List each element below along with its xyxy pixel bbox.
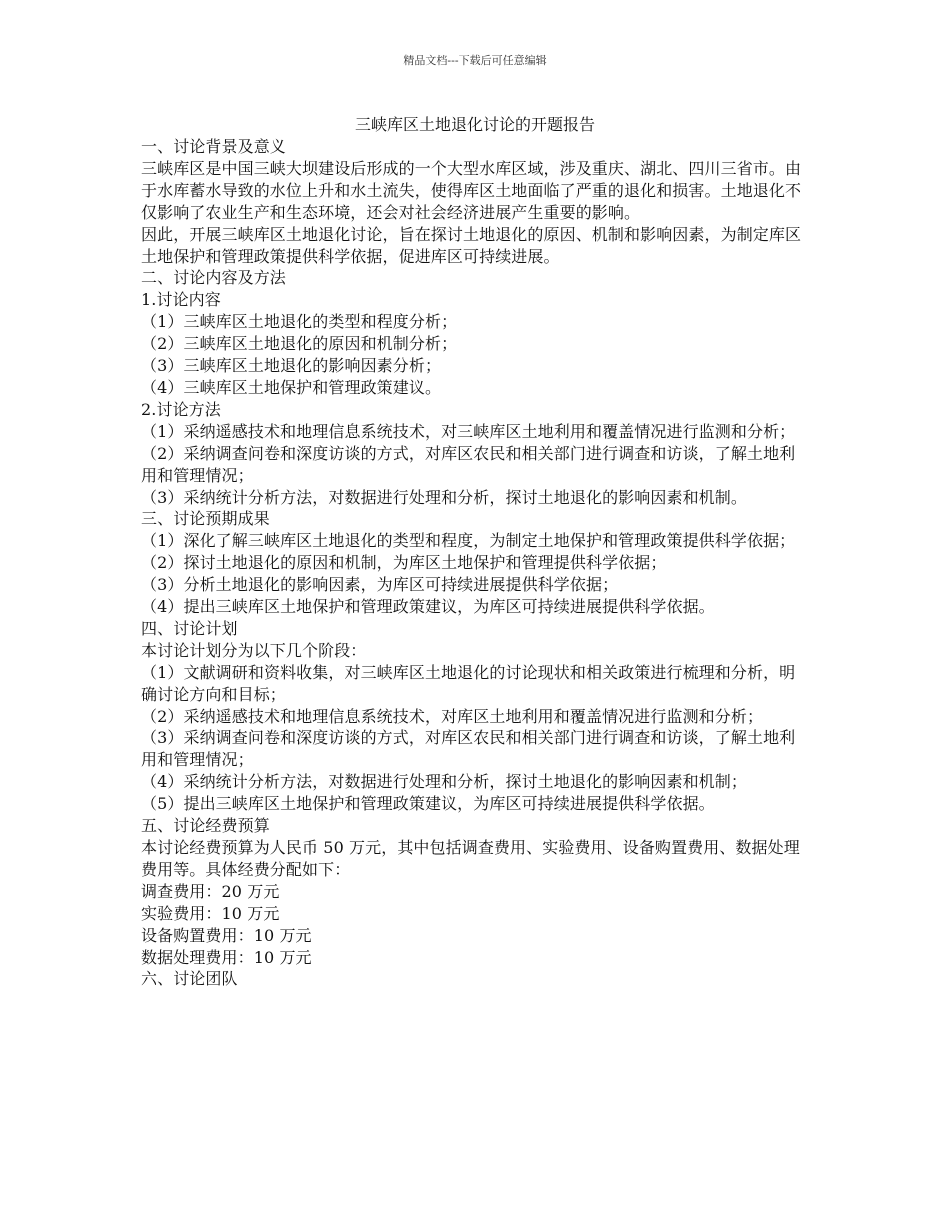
list-item-result-3: （3）分析土地退化的影响因素，为库区可持续进展提供科学依据； xyxy=(141,575,619,595)
section-heading-background: 一、讨论背景及意义 xyxy=(141,137,286,156)
document-title: 三峡库区土地退化讨论的开题报告 xyxy=(354,115,595,134)
section-heading-plan: 四、讨论计划 xyxy=(141,618,238,638)
list-item-method-1: （1）采纳遥感技术和地理信息系统技术，对三峡库区土地利用和覆盖情况进行监测和分析； xyxy=(141,421,796,441)
budget-line-equipment: 设备购置费用：10 万元 xyxy=(141,925,312,945)
list-item-content-4: （4）三峡库区土地保护和管理政策建议。 xyxy=(141,377,442,397)
list-item-plan-3: （3）采纳调查问卷和深度访谈的方式，对库区农民和相关部门进行调查和访谈，了解土地利用和管理情况； xyxy=(141,728,796,770)
section-heading-expected-results: 三、讨论预期成果 xyxy=(141,509,270,529)
budget-line-data-processing: 数据处理费用：10 万元 xyxy=(141,947,312,967)
paragraph-plan-intro: 本讨论计划分为以下几个阶段： xyxy=(141,640,367,660)
paragraph-background: 三峡库区是中国三峡大坝建设后形成的一个大型水库区域，涉及重庆、湖北、四川三省市。由于水库蓄水导致的水位上升和水土流失，使得库区土地面临了严重的退化和损害。土地退化不仅影响了农业生产和生态环境，还会对社会经济进展产生重要的影响。 xyxy=(141,158,802,222)
list-item-method-2: （2）采纳调查问卷和深度访谈的方式，对库区农民和相关部门进行调查和访谈，了解土地利用和管理情况； xyxy=(141,443,796,485)
list-item-content-1: （1）三峡库区土地退化的类型和程度分析； xyxy=(141,312,458,332)
budget-line-experiment: 实验费用：10 万元 xyxy=(141,903,280,923)
list-item-plan-5: （5）提出三峡库区土地保护和管理政策建议，为库区可持续进展提供科学依据。 xyxy=(141,794,715,814)
list-item-result-4: （4）提出三峡库区土地保护和管理政策建议，为库区可持续进展提供科学依据。 xyxy=(141,597,715,617)
list-item-plan-4: （4）采纳统计分析方法，对数据进行处理和分析，探讨土地退化的影响因素和机制； xyxy=(141,772,747,792)
list-item-plan-1: （1）文献调研和资料收集，对三峡库区土地退化的讨论现状和相关政策进行梳理和分析，明确讨论方向和目标； xyxy=(141,662,796,704)
list-item-content-2: （2）三峡库区土地退化的原因和机制分析； xyxy=(141,334,458,354)
section-heading-budget: 五、讨论经费预算 xyxy=(141,816,270,836)
section-heading-team: 六、讨论团队 xyxy=(141,969,238,989)
list-item-content-3: （3）三峡库区土地退化的影响因素分析； xyxy=(141,356,442,376)
subheading-content: 1.讨论内容 xyxy=(141,290,221,310)
subheading-methods: 2.讨论方法 xyxy=(141,399,221,419)
budget-line-survey: 调查费用：20 万元 xyxy=(141,881,280,901)
page-header-note: 精品文档---下载后可任意编辑 xyxy=(403,54,547,67)
paragraph-purpose: 因此，开展三峡库区土地退化讨论，旨在探讨土地退化的原因、机制和影响因素，为制定库区土地保护和管理政策提供科学依据，促进库区可持续进展。 xyxy=(141,224,802,266)
list-item-method-3: （3）采纳统计分析方法，对数据进行处理和分析，探讨土地退化的影响因素和机制。 xyxy=(141,487,747,507)
section-heading-content-methods: 二、讨论内容及方法 xyxy=(141,268,286,288)
list-item-result-2: （2）探讨土地退化的原因和机制，为库区土地保护和管理提供科学依据； xyxy=(141,553,667,573)
document-body xyxy=(141,136,811,990)
list-item-result-1: （1）深化了解三峡库区土地退化的类型和程度，为制定土地保护和管理政策提供科学依据； xyxy=(141,531,796,551)
list-item-plan-2: （2）采纳遥感技术和地理信息系统技术，对库区土地利用和覆盖情况进行监测和分析； xyxy=(141,706,764,726)
paragraph-budget: 本讨论经费预算为人民币 50 万元，其中包括调查费用、实验费用、设备购置费用、数据处理费用等。具体经费分配如下： xyxy=(141,838,800,879)
